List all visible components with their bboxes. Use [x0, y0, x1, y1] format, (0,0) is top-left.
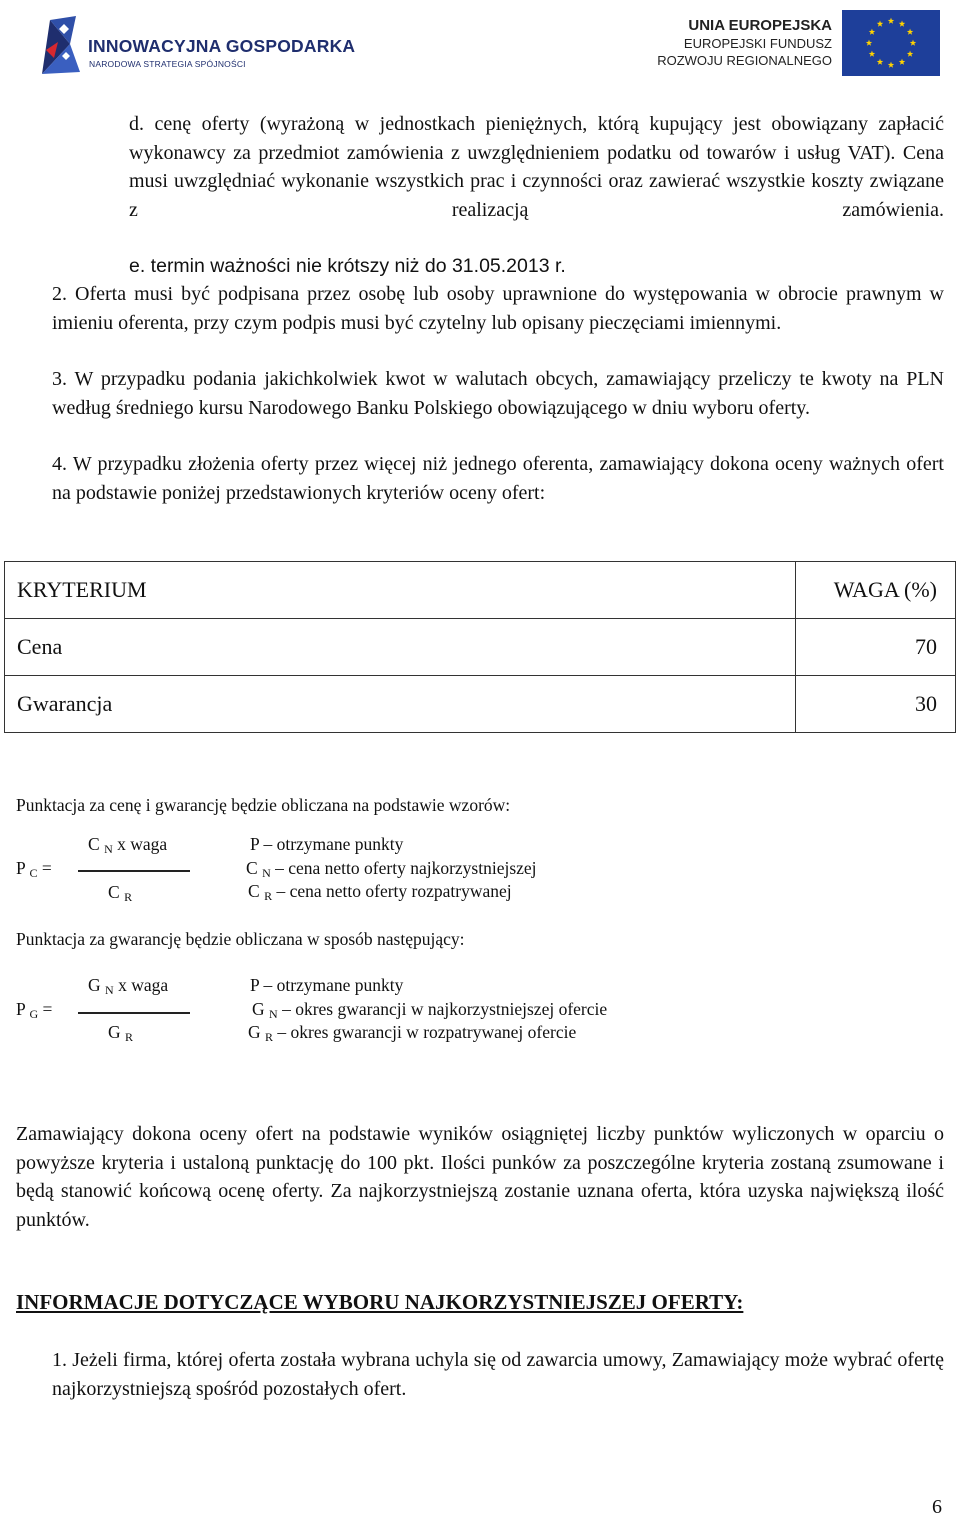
item-d-part — [129, 110, 944, 224]
lhs-symbol: P — [16, 858, 26, 878]
innowacyjna-gospodarka-emblem-icon — [36, 14, 82, 78]
summary-paragraph: Zamawiający dokona oceny ofert na podstawie wyników osiągniętej liczby punktów wyliczonych w oparciu o powyższe kryteria i ustaloną punktację do 100 pkt. Ilości punków za poszczególne kryteria zostaną zsumowane i będą stanowić końcową ocenę oferty. Za najkorzystniejszą zostanie uznana oferta, która uzyska największą ilość punktów. — [16, 1123, 944, 1231]
numerator-symbol: G — [88, 975, 101, 995]
legend-description: – okres gwarancji w rozpatrywanej ofercie — [277, 1022, 577, 1042]
denominator-symbol: C — [108, 882, 120, 902]
warranty-fraction-bar — [78, 1012, 190, 1014]
table-cell-weight: 70 — [796, 619, 956, 676]
numerator-subscript: N — [104, 842, 113, 856]
price-legend-3 — [248, 880, 512, 907]
table-cell-criterion: Gwarancja — [5, 676, 796, 733]
legend-subscript: N — [269, 1007, 278, 1021]
price-formula-numerator — [88, 833, 167, 860]
criteria-table — [4, 561, 956, 733]
price-formula-denominator — [108, 881, 132, 908]
table-header-row — [5, 562, 956, 619]
table-cell-weight: 30 — [796, 676, 956, 733]
numerator-rest: x waga — [117, 834, 168, 854]
price-legend-1: P – otrzymane punkty — [250, 834, 404, 854]
price-formula-lhs — [16, 857, 52, 884]
table-row — [5, 619, 956, 676]
paragraph-2: 2. Oferta musi być podpisana przez osobę lub osoby uprawnione do występowania w obrocie prawnym w imieniu oferenta, przy czym podpis musi być czytelny lub opisany pieczęciami imiennymi. — [52, 283, 944, 334]
equals-sign: = — [41, 858, 52, 878]
legend-symbol: C — [246, 858, 258, 878]
table-header-weight: WAGA (%) — [796, 562, 956, 619]
section-item-1: 1. Jeżeli firma, której oferta została wybrana uchyla się od zawarcia umowy, Zamawiający może wybrać ofertę najkorzystniejszą spośród pozostałych ofert. — [52, 1349, 944, 1400]
eu-logo-text — [657, 16, 832, 69]
numerator-subscript: N — [105, 983, 114, 997]
legend-description: – cena netto oferty najkorzystniejszej — [275, 858, 537, 878]
price-fraction-bar — [78, 870, 190, 872]
legend-symbol: C — [248, 881, 260, 901]
legend-subscript: R — [265, 1030, 274, 1044]
table-row — [5, 676, 956, 733]
legend-description: – okres gwarancji w najkorzystniejszej ofercie — [282, 999, 608, 1019]
legend-description: – cena netto oferty rozpatrywanej — [276, 881, 512, 901]
legend-symbol: G — [252, 999, 265, 1019]
paragraph-4: 4. W przypadku złożenia oferty przez więcej niż jednego oferenta, zamawiający dokona oceny ważnych ofert na podstawie poniżej przedstawionych kryteriów oceny ofert: — [52, 453, 944, 504]
lhs-subscript: G — [29, 1007, 39, 1021]
price-formula-intro: Punktacja za cenę i gwarancję będzie obliczana na podstawie wzorów: — [16, 795, 511, 815]
legend-subscript: N — [262, 866, 271, 880]
section-heading: INFORMACJE DOTYCZĄCE WYBORU NAJKORZYSTNIEJSZEJ OFERTY: — [16, 1290, 744, 1314]
numerator-symbol: C — [88, 834, 100, 854]
left-logo-subtitle: NARODOWA STRATEGIA SPÓJNOŚCI — [89, 59, 246, 69]
legend-symbol: G — [248, 1022, 261, 1042]
eu-flag-icon — [842, 10, 940, 76]
lhs-symbol: P — [16, 999, 26, 1019]
warranty-formula-intro: Punktacja za gwarancję będzie obliczana w sposób następujący: — [16, 929, 465, 949]
legend-subscript: R — [264, 889, 273, 903]
item-d-text: d. cenę oferty (wyrażoną w jednostkach pieniężnych, którą kupujący jest obowiązany zapłacić wykonawcy za przedmiot zamówienia z uwzględnieniem podatku od towarów i usług VAT). Cena musi uwzględniać wykonanie wszystkich prac i czynności oraz zawierać wszystkie koszty związane z realizacją zamówienia. — [129, 113, 944, 221]
eu-logo-line2: EUROPEJSKI FUNDUSZ — [683, 36, 832, 51]
warranty-formula-numerator — [88, 974, 168, 1001]
page-number: 6 — [932, 1496, 942, 1518]
eu-logo-line1: UNIA EUROPEJSKA — [688, 17, 832, 34]
warranty-legend-3 — [248, 1021, 576, 1048]
item-e: e. termin ważności nie krótszy niż do 31.05.2013 r. — [129, 255, 566, 277]
numerator-rest: x waga — [118, 975, 169, 995]
lhs-subscript: C — [29, 866, 38, 880]
eu-fund-logo — [657, 10, 940, 80]
innowacyjna-gospodarka-logo — [36, 14, 356, 82]
warranty-formula-lhs — [16, 998, 52, 1025]
denominator-subscript: R — [125, 1030, 134, 1044]
eu-logo-line3: ROZWOJU REGIONALNEGO — [657, 53, 832, 68]
table-header-criterion: KRYTERIUM — [5, 562, 796, 619]
left-logo-title: INNOWACYJNA GOSPODARKA — [88, 36, 356, 56]
paragraph-3: 3. W przypadku podania jakichkolwiek kwot w walutach obcych, zamawiający przeliczy te kwoty na PLN według średniego kursu Narodowego Banku Polskiego obowiązującego w dniu wyboru oferty. — [52, 368, 944, 419]
warranty-legend-1: P – otrzymane punkty — [250, 975, 404, 995]
denominator-symbol: G — [108, 1022, 121, 1042]
equals-sign: = — [42, 999, 53, 1019]
warranty-formula-denominator — [108, 1021, 133, 1048]
denominator-subscript: R — [124, 890, 133, 904]
table-cell-criterion: Cena — [5, 619, 796, 676]
